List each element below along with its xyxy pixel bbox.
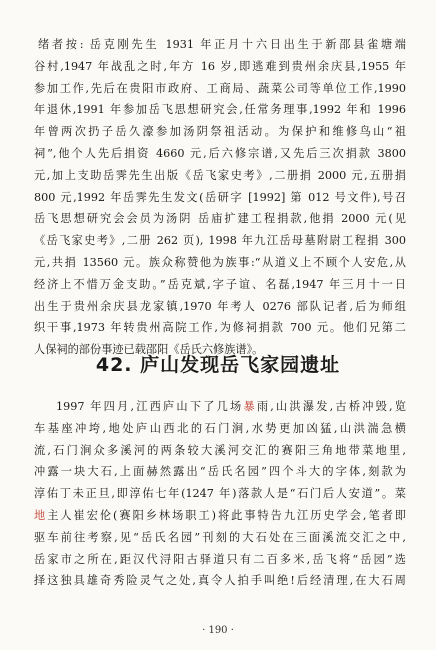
text-run: 淳佑丁未正旦,即淳佑七年(1247 年)落款人是“石门后人安道”。菜 — [34, 487, 406, 501]
text-run: 冲露一块大石,上面赫然露出“岳氏名园”四个斗大的字体,刻款为 — [34, 465, 406, 479]
text-line — [34, 527, 406, 549]
text-line: 岳飞思想研究会会员为汤阴 岳庙扩建工程捐款,他捐 2000 元(见 — [34, 212, 406, 226]
text-run: 雨,山洪瀑发,古桥冲毁,览 — [256, 400, 406, 413]
highlighted-char: 地 — [34, 508, 48, 522]
editor-note — [34, 34, 406, 361]
text-line — [34, 549, 406, 571]
text-line: 人保祠的部份事迹已载邵阳《岳氏六修族谱》。 — [34, 343, 264, 357]
text-line: 年曾两次扔子岳久濠参加汤阴祭祖活动。为保护和维修鸟山“祖 — [34, 125, 406, 139]
text-line: 元,共捐 13560 元。族众称赞他为族事:“从道义上不顾个人安危,从 — [34, 255, 406, 269]
text-line: 经济上不惜万金支助。”岳克斌,字子谊、名磊,1947 年三月十一日 — [34, 277, 406, 291]
section-heading: 42. 庐山发现岳飞家园遗址 — [95, 354, 341, 376]
highlighted-char: 暴 — [243, 400, 257, 413]
text-line: 参加工作,先后在贵阳市政府、工商局、蔬菜公司等单位工作,1990 — [34, 81, 406, 95]
section-body — [34, 396, 406, 592]
text-run: 岳家市之所在,距汉代浔阳古驿道只有二百多米,岳飞将“岳园”选 — [34, 552, 406, 566]
text-line: 织干事,1973 年转贵州高院工作,为修祠捐款 700 元。他们兄第二 — [34, 321, 406, 335]
text-run: 流,石门涧众多溪河的两条较大溪河交汇的赛阳三角地带菜地里, — [34, 443, 406, 457]
text-line: 元,加上支助岳霁先生出版《岳飞家史考》,二册捐 2000 元,五册捐 — [34, 168, 406, 182]
text-line: 祠”,他个人先后捐资 4660 元,后六修宗谱,又先后三次捐款 3800 — [34, 146, 406, 160]
text-line: 年退休,1991 年参加岳飞思想研究会,任常务理事,1992 年和 1996 — [34, 103, 406, 117]
text-line — [34, 505, 406, 527]
text-line — [34, 483, 406, 505]
text-run: 驱车前往考察,见“岳氏名园”刊刻的大石处在三面溪流交汇之中, — [34, 530, 406, 544]
text-run: 车基座冲垮,地处庐山西北的石门涧,水势更加凶猛,山洪湍急横 — [34, 421, 406, 435]
text-line — [34, 570, 406, 592]
text-line: 绪者按: 岳克刚先生 1931 年正月十六日出生于新邵县雀塘端 — [38, 38, 406, 51]
text-line — [34, 396, 406, 418]
text-line: 800 元,1992 年岳霁先生发文(岳研字 [1992] 第 012 号文件),号召 — [34, 190, 406, 204]
text-line — [34, 440, 406, 462]
text-run: 1997 年四月,江西庐山下了几场 — [56, 400, 244, 413]
text-line: 出生于贵州余庆县龙家镇,1970 年考人 0276 部队记者,后为师组 — [34, 299, 406, 313]
page-number: · 190 · — [202, 625, 234, 636]
text-run: 主人崔宏伦(赛阳乡林场职工)将此事特告九江历史学会,笔者即 — [47, 508, 406, 522]
text-line: 《岳飞家史考》,二册 262 页), 1998 年九江岳母墓附尉工程捐 300 — [34, 234, 406, 248]
text-run: 择这独具雄奇秀险灵气之处,真令人拍手叫绝!后经清理,在大石周 — [34, 574, 406, 588]
text-line — [34, 418, 406, 440]
text-line: 谷村,1947 年战乱之时,年方 16 岁,即逃难到贵州余庆县,1955 年 — [34, 59, 406, 73]
text-line — [34, 461, 406, 483]
